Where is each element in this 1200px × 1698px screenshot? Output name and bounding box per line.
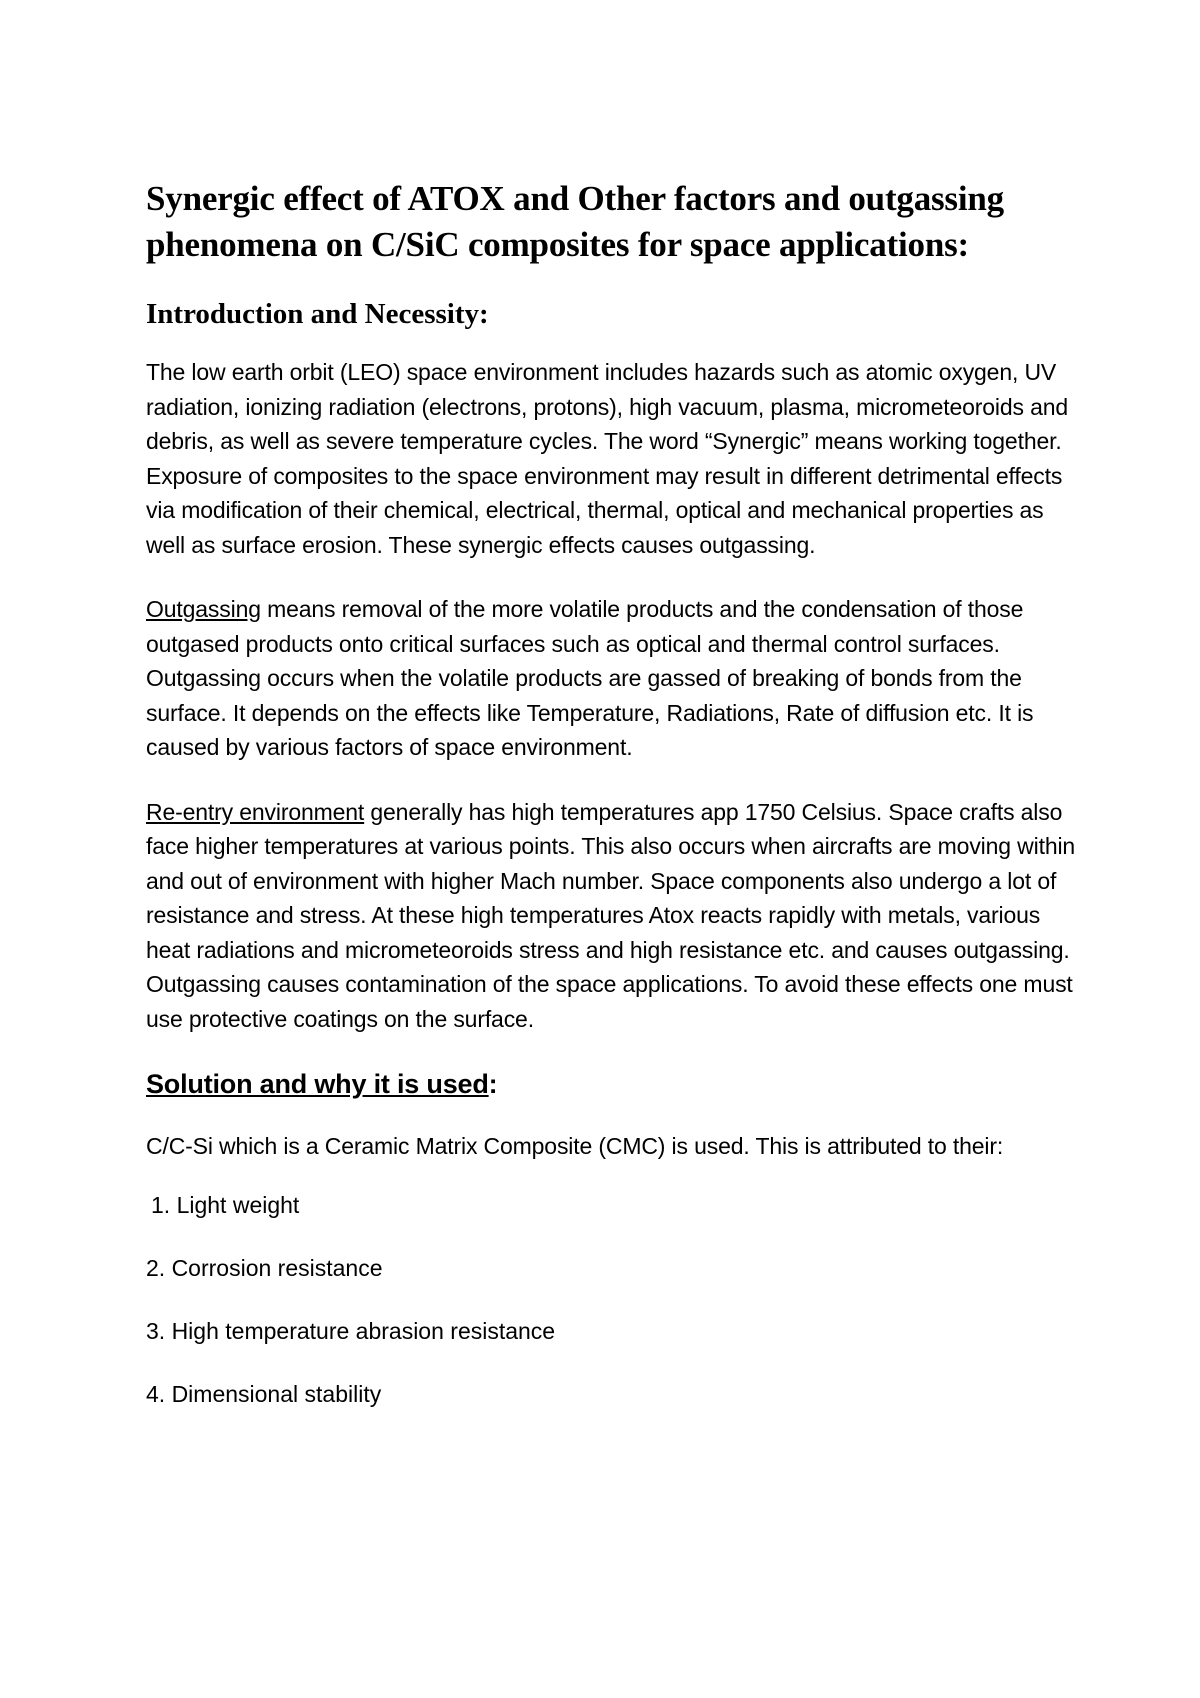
- solution-heading-colon: :: [488, 1069, 498, 1099]
- list-item: 3. High temperature abrasion resistance: [146, 1317, 556, 1344]
- reentry-text: generally has high temperatures app 1750 Celsius. Space crafts also face higher temperatures at various points. This also occurs when aircrafts are moving within and out of environment with higher Mach number. Space components also undergo a lot of resistance and stress. At these high temperatures Atox reacts rapidly with metals, various heat radiations and micrometeoroids stress and high resistance etc. and causes outgassing. Outgassing causes contamination of the space applications. To avoid these effects one must use protective coatings on the surface.: [146, 798, 1076, 1032]
- outgassing-term: Outgassing: [146, 596, 261, 622]
- solution-paragraph: C/C-Si which is a Ceramic Matrix Composite (CMC) is used. This is attributed to their:: [146, 1133, 1004, 1159]
- outgassing-paragraph: [146, 592, 1076, 765]
- list-item: 2. Corrosion resistance: [146, 1254, 383, 1281]
- properties-list: [146, 1188, 1076, 1411]
- document-body: [146, 176, 1076, 1440]
- intro-paragraph: The low earth orbit (LEO) space environment includes hazards such as atomic oxygen, UV radiation, ionizing radiation (electrons, protons), high vacuum, plasma, micrometeoroids and debris, as well as severe temperature cycles. The word “Synergic” means working together. Exposure of composites to the space environment may result in different detrimental effects via modification of their chemical, electrical, thermal, optical and mechanical properties as well as surface erosion. These synergic effects causes outgassing.: [146, 359, 1069, 558]
- outgassing-text: means removal of the more volatile products and the condensation of those outgased products onto critical surfaces such as optical and thermal control surfaces. Outgassing occurs when the volatile products are gassed of breaking of bonds from the surface. It depends on the effects like Temperature, Radiations, Rate of diffusion etc. It is caused by various factors of space environment.: [146, 596, 1034, 760]
- list-item: 1. Light weight: [151, 1191, 300, 1218]
- intro-heading: Introduction and Necessity:: [146, 298, 489, 330]
- document-title: Synergic effect of ATOX and Other factors and outgassing phenomena on C/SiC composites for space applications:: [146, 179, 1004, 264]
- solution-heading: [146, 1066, 1076, 1102]
- solution-heading-text: Solution and why it is used: [146, 1069, 489, 1099]
- reentry-term: Re-entry environment: [146, 798, 365, 825]
- reentry-paragraph: [146, 795, 1076, 1037]
- list-item: 4. Dimensional stability: [146, 1380, 382, 1407]
